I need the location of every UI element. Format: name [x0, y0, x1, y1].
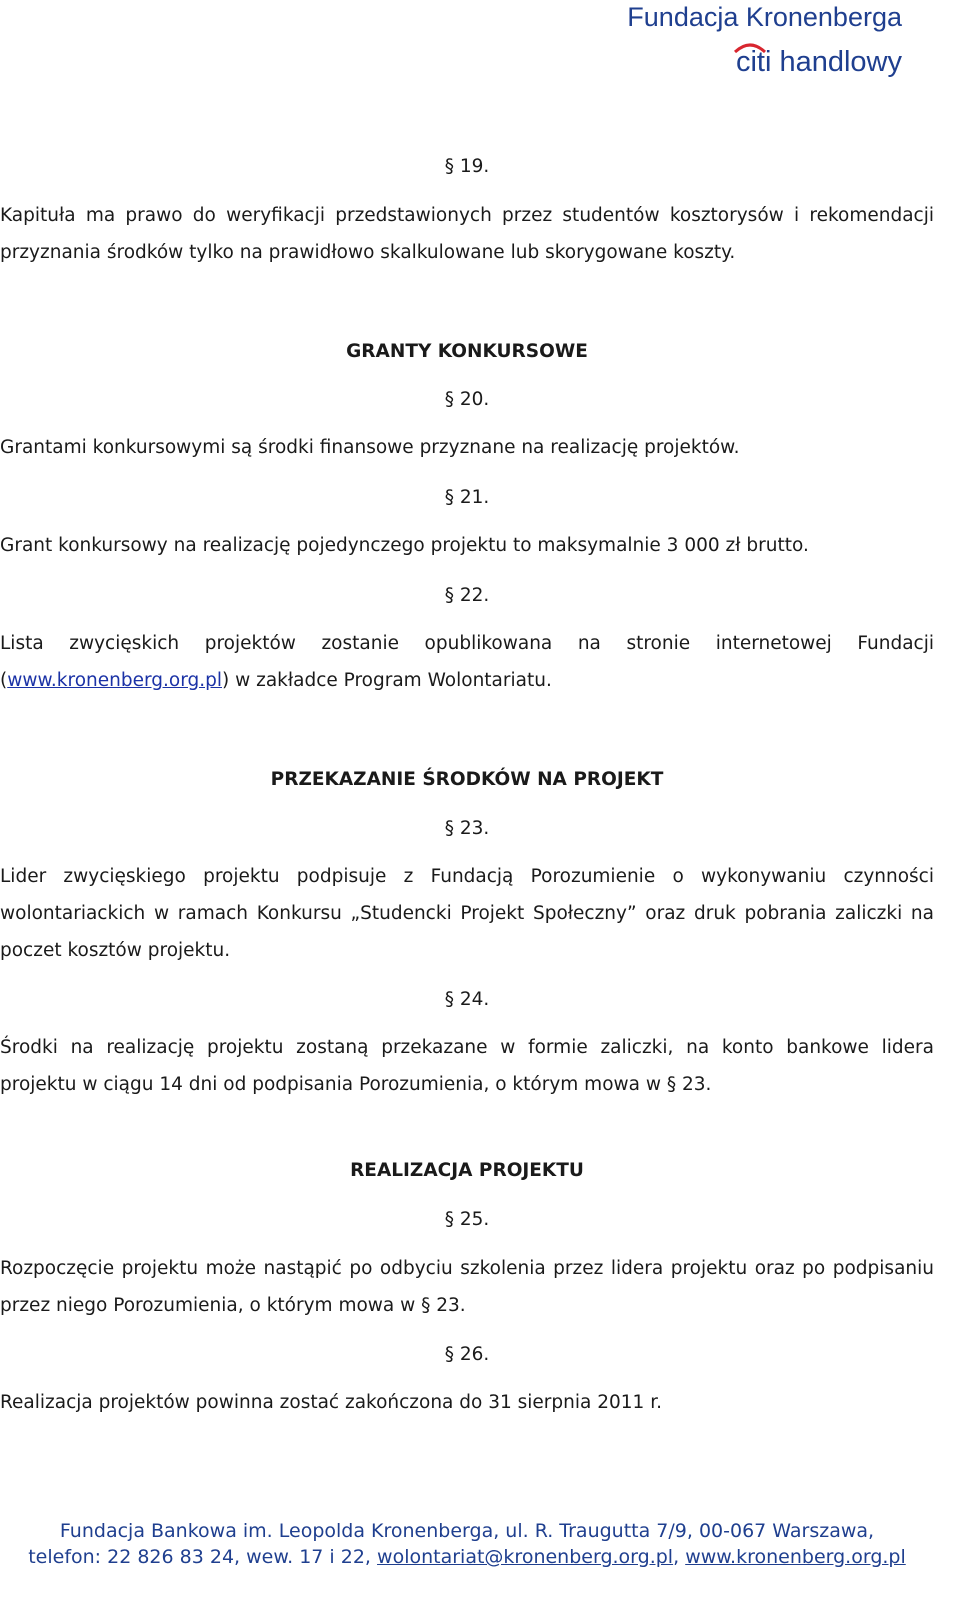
- section-25-text: Rozpoczęcie projektu może nastąpić po odbyciu szkolenia przez lidera projektu oraz po podpisaniu przez niego Porozumienia, o którym mowa w § 23.: [0, 1258, 934, 1316]
- section-20-number: § 20.: [444, 389, 490, 410]
- heading-realizacja-projektu: REALIZACJA PROJEKTU: [350, 1160, 584, 1181]
- section-24-text: Środki na realizację projektu zostaną przekazane w formie zaliczki, na konto bankowe lidera projektu w ciągu 14 dni od podpisania Porozumienia, o którym mowa w § 23.: [0, 1037, 934, 1095]
- footer-separator: ,: [673, 1546, 680, 1568]
- section-26-text: Realizacja projektów powinna zostać zakończona do 31 sierpnia 2011 r.: [0, 1392, 662, 1413]
- heading-przekazanie-srodkow: PRZEKAZANIE ŚRODKÓW NA PROJEKT: [270, 769, 664, 790]
- heading-granty-konkursowe: GRANTY KONKURSOWE: [346, 341, 588, 362]
- footer-website-link[interactable]: www.kronenberg.org.pl: [685, 1546, 906, 1568]
- logo-org-name: Fundacja Kronenberga: [627, 2, 902, 32]
- section-22-text: [0, 625, 934, 699]
- section-19-number: § 19.: [444, 156, 490, 177]
- footer-email-link[interactable]: wolontariat@kronenberg.org.pl: [377, 1546, 674, 1568]
- logo-citi: citi: [735, 46, 772, 78]
- page-footer: [0, 1518, 934, 1570]
- section-26-number: § 26.: [444, 1344, 490, 1365]
- section-22-text-after: ) w zakładce Program Wolontariatu.: [222, 670, 552, 691]
- section-20-text: Grantami konkursowymi są środki finansowe przyznane na realizację projektów.: [0, 437, 740, 458]
- kronenberg-website-link[interactable]: www.kronenberg.org.pl: [7, 670, 222, 691]
- footer-address: Fundacja Bankowa im. Leopolda Kronenberga, ul. R. Traugutta 7/9, 00-067 Warszawa,: [59, 1520, 875, 1542]
- footer-contact: [0, 1544, 934, 1570]
- logo-citi-handlowy: [736, 46, 902, 79]
- section-21-text: Grant konkursowy na realizację pojedynczego projektu to maksymalnie 3 000 zł brutto.: [0, 535, 809, 556]
- section-19-text: Kapituła ma prawo do weryfikacji przedstawionych przez studentów kosztorysów i rekomendacji przyznania środków tylko na prawidłowo skalkulowane lub skorygowane koszty.: [0, 205, 934, 263]
- section-21-number: § 21.: [444, 487, 490, 508]
- fundacja-kronenberga-logo: [602, 0, 902, 90]
- footer-phone: telefon: 22 826 83 24, wew. 17 i 22,: [28, 1546, 371, 1568]
- section-24-number: § 24.: [444, 989, 490, 1010]
- section-23-text: Lider zwycięskiego projektu podpisuje z Fundacją Porozumienie o wykonywaniu czynności wolontariackich w ramach Konkursu „Studencki Projekt Społeczny” oraz druk pobrania zaliczki na poczet kosztów projektu.: [0, 866, 934, 961]
- section-25-number: § 25.: [444, 1209, 490, 1230]
- section-22-text-before: Lista zwycięskich projektów zostanie opublikowana na stronie internetowej Fundacji (: [0, 633, 934, 691]
- section-23-number: § 23.: [444, 818, 490, 839]
- section-22-number: § 22.: [444, 585, 490, 606]
- logo-handlowy: handlowy: [779, 46, 902, 78]
